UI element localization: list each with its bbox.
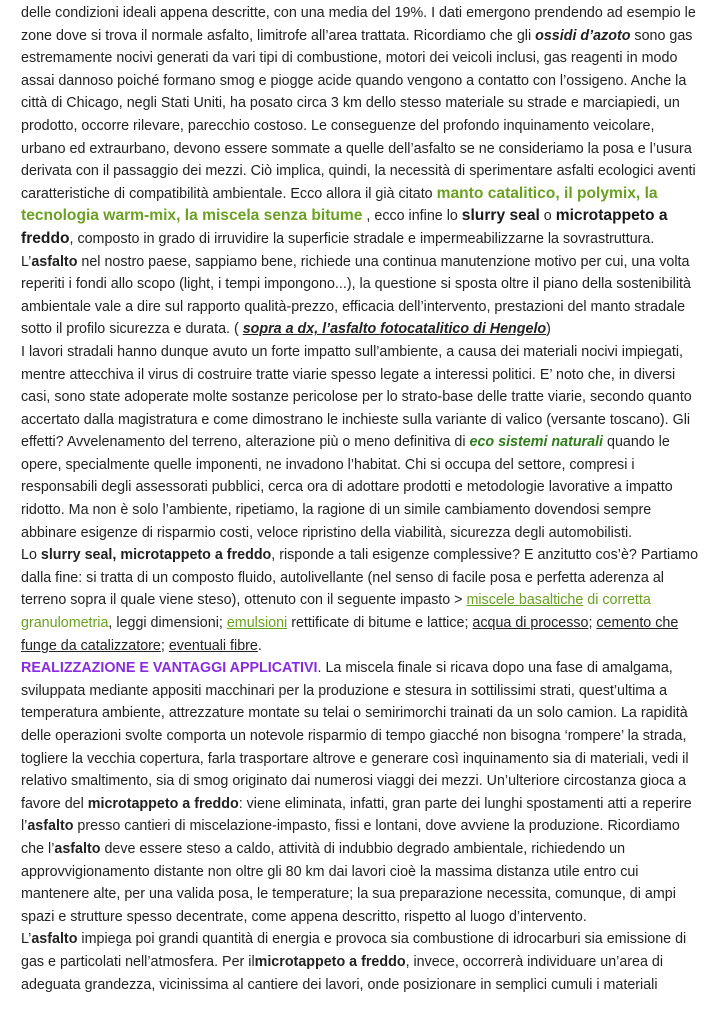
emphasis-microtappeto: microtappeto a freddo	[254, 953, 406, 970]
paragraph-1: delle condizioni ideali appena descritte, con una media del 19%. I dati emergono prendendo ad esempio le zone dove si trova il normale asfalto, limitrofe all’area trattata. Ricordiamo che gli ossidi d’azoto sono gas estremamente nocivi generati da vari tipi di combustione, motori dei veicoli inclusi, gas reagenti in modo assai dannoso poiché formano smog e piogge acide quando vengono a contatto con l’ossigeno. Anche la città di Chicago, negli Stati Uniti, ha posato circa 3 km dello stesso materiale su strade e marciapiedi, un prodotto, occorre rilevare, parecchio costoso. Le conseguenze del profondo inquinamento veicolare, urbano ed extraurbano, devono essere sommate a quelle dell’asfalto se ne consideriamo la posa e l’usura derivata con il passaggio dei mezzi. Ciò implica, quindi, la necessità di sperimentare asfalti ecologici aventi caratteristiche di compatibilità ambientale. Ecco allora il già citato manto catalitico, il polymix, la tecnologia warm-mix, la miscela senza bitume , ecco infine lo slurry seal o microtappeto a freddo, composto in grado di irruvidire la superficie stradale e impermeabilizzarne la sovrastruttura.	[21, 5, 696, 247]
link-emulsioni[interactable]: emulsioni	[226, 615, 288, 632]
emphasis-ossidi: ossidi d’azoto	[535, 27, 631, 44]
emphasis-microtappeto: microtappeto a freddo	[21, 207, 668, 247]
link-eventuali-fibre[interactable]: eventuali fibre	[168, 637, 258, 654]
highlight-asfalti-ecologici: manto catalitico, il polymix, la tecnologia warm-mix, la miscela senza bitume	[21, 184, 658, 225]
paragraph-4: Lo slurry seal, microtappeto a freddo, risponde a tali esigenze complessive? E anzitutto cos’è? Partiamo dalla fine: si tratta di un composto fluido, autolivellante (nel senso di facile posa e perfetta aderenza al terreno sopra il quale viene steso), ottenuto con il seguente impasto > miscele basaltiche di corretta granulometria, leggi dimensioni; emulsioni rettificate di bitume e lattice; acqua di processo; cemento che funge da catalizzatore; eventuali fibre.	[21, 547, 699, 654]
emphasis-asfalto: asfalto	[54, 840, 101, 857]
text-corretta-granulometria: di corretta granulometria	[21, 592, 651, 632]
emphasis-asfalto: asfalto	[27, 818, 74, 835]
paragraph-3: I lavori stradali hanno dunque avuto un forte impatto sull’ambiente, a causa dei materiali nocivi impiegati, mentre attecchiva il virus di costruire tratte viarie spesso legate a interessi politici. E’ noto che, in diversi casi, sono state adoperate molte sostanze pericolose per lo strato-base delle tratte viarie, secondo quanto accertato dalla magistratura e come dimostrano le inchieste sulla variante di valico (versante toscano). Gli effetti? Avvelenamento del terreno, alterazione più o meno definitiva di eco sistemi naturali quando le opere, specialmente quelle imponenti, ne invadono l’habitat. Chi si occupa del settore, compresi i responsabili degli assessorati pubblici, cerca ora di adottare prodotti e metodologie lavorative a impatto ridotto. Ma non è solo l’ambiente, ripetiamo, la ragione di un simile cambiamento dovendosi sempre abbinare esigenze di risparmio costi, veloce ripristino della viabilità, sicurezza degli automobilisti.	[21, 343, 692, 541]
link-acqua-di-processo[interactable]: acqua di processo	[472, 615, 589, 632]
emphasis-asfalto: asfalto	[31, 931, 78, 948]
paragraph-5: REALIZZAZIONE E VANTAGGI APPLICATIVI. La miscela finale si ricava dopo una fase di amalgama, sviluppata mediante appositi macchinari per la produzione e stesura in sottilissimi strati, quest’ultima a temperatura ambiente, attrezzature montate su telai o semirimorchi trainati da un solo camion. La rapidità delle operazioni svolte comporta un notevole risparmio di tempo giacché non bisogna ‘rompere’ la strada, togliere la vecchia copertura, farla trasportare altrove e generare così inquinamento sia di materiali, vedi il relativo smaltimento, sia di smog originato dai numerosi viaggi dei mezzi. Un’ulteriore circostanza gioca a favore del microtappeto a freddo: viene eliminata, infatti, gran parte dei lunghi spostamenti atti a reperire l’asfalto presso cantieri di miscelazione-impasto, fissi e lontani, dove avviene la produzione. Ricordiamo che l’asfalto deve essere steso a caldo, attività di indubbio degrado ambientale, richiedendo un approvvigionamento distante non oltre gli 80 km dai lavori cioè la massima distanza utile entro cui mantenere alte, per una valida posa, le temperature; la sua preparazione necessita, comunque, di ampi spazi e strutture spesso decentrate, come appena descritto, rispetto al luogo d’intervento.	[21, 660, 692, 925]
highlight-eco-sistemi: eco sistemi naturali	[469, 434, 604, 451]
section-heading: REALIZZAZIONE E VANTAGGI APPLICATIVI	[21, 660, 318, 677]
photo-caption-link[interactable]: sopra a dx, l’asfalto fotocatalitico di Hengelo	[242, 321, 547, 338]
link-cemento-catalizzatore[interactable]: cemento che funge da catalizzatore	[21, 615, 679, 654]
emphasis-asfalto: asfalto	[31, 253, 78, 270]
emphasis-microtappeto: microtappeto a freddo	[87, 795, 239, 812]
link-miscele-basaltiche[interactable]: miscele basaltiche	[466, 592, 584, 609]
paragraph-2: L’asfalto nel nostro paese, sappiamo bene, richiede una continua manutenzione motivo per cui, una volta reperiti i fondi allo scopo (light, i tempi impongono...), la questione si sposta oltre il piano della sostenibilità ambientale vale a dire sul rapporto qualità-prezzo, efficacia dell’intervento, prestazioni del manto stradale sotto il profilo sicurezza e durata. ( sopra a dx, l’asfalto fotocatalitico di Hengelo)	[21, 253, 691, 338]
emphasis-slurry-seal-microtappeto: slurry seal, microtappeto a freddo	[40, 547, 272, 564]
paragraph-6: L’asfalto impiega poi grandi quantità di energia e provoca sia combustione di idrocarburi sia emissione di gas e particolati nell’atmosfera. Per ilmicrotappeto a freddo, invece, occorrerà individuare un’area di adeguata grandezza, vicinissima al cantiere dei lavori, onde posizionare in semplici cumuli i materiali	[21, 931, 687, 993]
emphasis-slurry-seal: slurry seal	[461, 207, 540, 225]
